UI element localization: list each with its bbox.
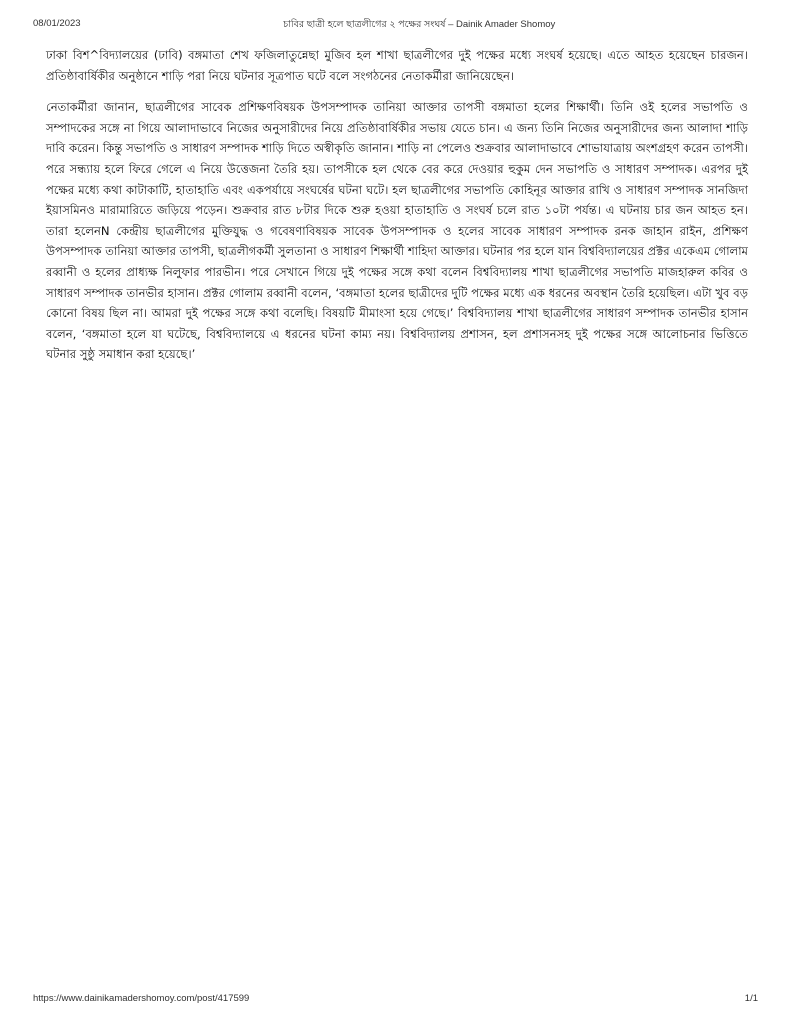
- article-body: [46, 45, 748, 376]
- page-number: 1/1: [744, 993, 758, 1004]
- print-date: 08/01/2023: [33, 18, 81, 29]
- document-title: চাবির ছাত্রী হলে ছাত্রলীগের ২ পক্ষের সংঘর্ষ – Dainik Amader Shomoy: [283, 19, 556, 30]
- print-header: [33, 18, 758, 32]
- source-url: https://www.dainikamadershomoy.com/post/417599: [33, 993, 250, 1004]
- article-paragraph-main: নেতাকর্মীরা জানান, ছাত্রলীগের সাবেক প্রশিক্ষণবিষয়ক উপসম্পাদক তানিয়া আক্তার তাপসী বঙ্গমাতা হলের শিক্ষার্থী। তিনি ওই হলের সভাপতি ও সম্পাদকের সঙ্গে না গিয়ে আলাদাভাবে নিজের অনুসারীদের নিয়ে প্রতিষ্ঠাবার্ষিকীর সভায় যেতে চান। এ জন্য তিনি নিজের অনুসারীদের জন্য আলাদা শাড়ি দাবি করেন। কিন্তু সভাপতি ও সাধারণ সম্পাদক শাড়ি দিতে অস্বীকৃতি জানান। শাড়ি না পেলেও শুক্রবার আলাদাভাবে শোভাযাত্রায় অংশগ্রহণ করেন তাপসী। পরে সন্ধ্যায় হলে ফিরে গেলে এ নিয়ে উত্তেজনা তৈরি হয়। তাপসীকে হল থেকে বের করে দেওয়ার হুকুম দেন সভাপতি ও সাধারণ সম্পাদক। এরপর দুই পক্ষের মধ্যে কথা কাটাকাটি, হাতাহাতি এবং একপর্যায়ে সংঘর্ষের ঘটনা ঘটে। হল ছাত্রলীগের সভাপতি কোহিনূর আক্তার রাখি ও সাধারণ সম্পাদক সানজিদা ইয়াসমিনও মারামারিতে জড়িয়ে পড়েন। শুক্রবার রাত ৮টার দিকে শুরু হওয়া হাতাহাতি ও সংঘর্ষ চলে রাত ১০টা পর্যন্ত। এ ঘটনায় চার জন আহত হন। তারা হলেনN কেন্দ্রীয় ছাত্রলীগের মুক্তিযুদ্ধ ও গবেষণাবিষয়ক সাবেক উপসম্পাদক ও হলের সাবেক সাধারণ সম্পাদক রনক জাহান রাইন, প্রশিক্ষণ উপসম্পাদক তানিয়া আক্তার তাপসী, ছাত্রলীগকর্মী সুলতানা ও সাধারণ শিক্ষার্থী শাহিদা আক্তার। ঘটনার পর হলে যান বিশ্ববিদ্যালয়ের প্রক্টর একেএম গোলাম রব্বানী ও হলের প্রাধ্যক্ষ নিলুফার পারভীন। পরে সেখানে গিয়ে দুই পক্ষের সঙ্গে কথা বলেন বিশ্ববিদ্যালয় শাখা ছাত্রলীগের সভাপতি মাজহারুল কবির ও সাধারণ সম্পাদক তানভীর হাসান। প্রক্টর গোলাম রব্বানী বলেন, ‘বঙ্গমাতা হলের ছাত্রীদের দুটি পক্ষের মধ্যে এক ধরনের অবস্থান তৈরি হয়েছিল। এটা খুব বড় কোনো বিষয় ছিল না। আমরা দুই পক্ষের সঙ্গে কথা বলেছি। বিষয়টি মীমাংসা হয়ে গেছে।’ বিশ্ববিদ্যালয় শাখা ছাত্রলীগের সাধারণ সম্পাদক তানভীর হাসান বলেন, ‘বঙ্গমাতা হলে যা ঘটেছে, বিশ্ববিদ্যালয়ে এ ধরনের ঘটনা কাম্য নয়। বিশ্ববিদ্যালয় প্রশাসন, হল প্রশাসনসহ দুই পক্ষের সঙ্গে আলোচনার ভিত্তিতে ঘটনার সুষ্ঠু সমাধান করা হয়েছে।’: [46, 100, 748, 362]
- article-paragraph-intro: ঢাকা বিশ^বিদ্যালয়ের (ঢাবি) বঙ্গমাতা শেখ ফজিলাতুন্নেছা মুজিব হল শাখা ছাত্রলীগের দুই পক্ষের মধ্যে সংঘর্ষ হয়েছে। এতে আহত হয়েছেন চারজন। প্রতিষ্ঠাবার্ষিকীর অনুষ্ঠানে শাড়ি পরা নিয়ে ঘটনার সূত্রপাত ঘটে বলে সংগঠনের নেতাকর্মীরা জানিয়েছেন।: [46, 48, 748, 83]
- print-footer: [33, 993, 758, 1007]
